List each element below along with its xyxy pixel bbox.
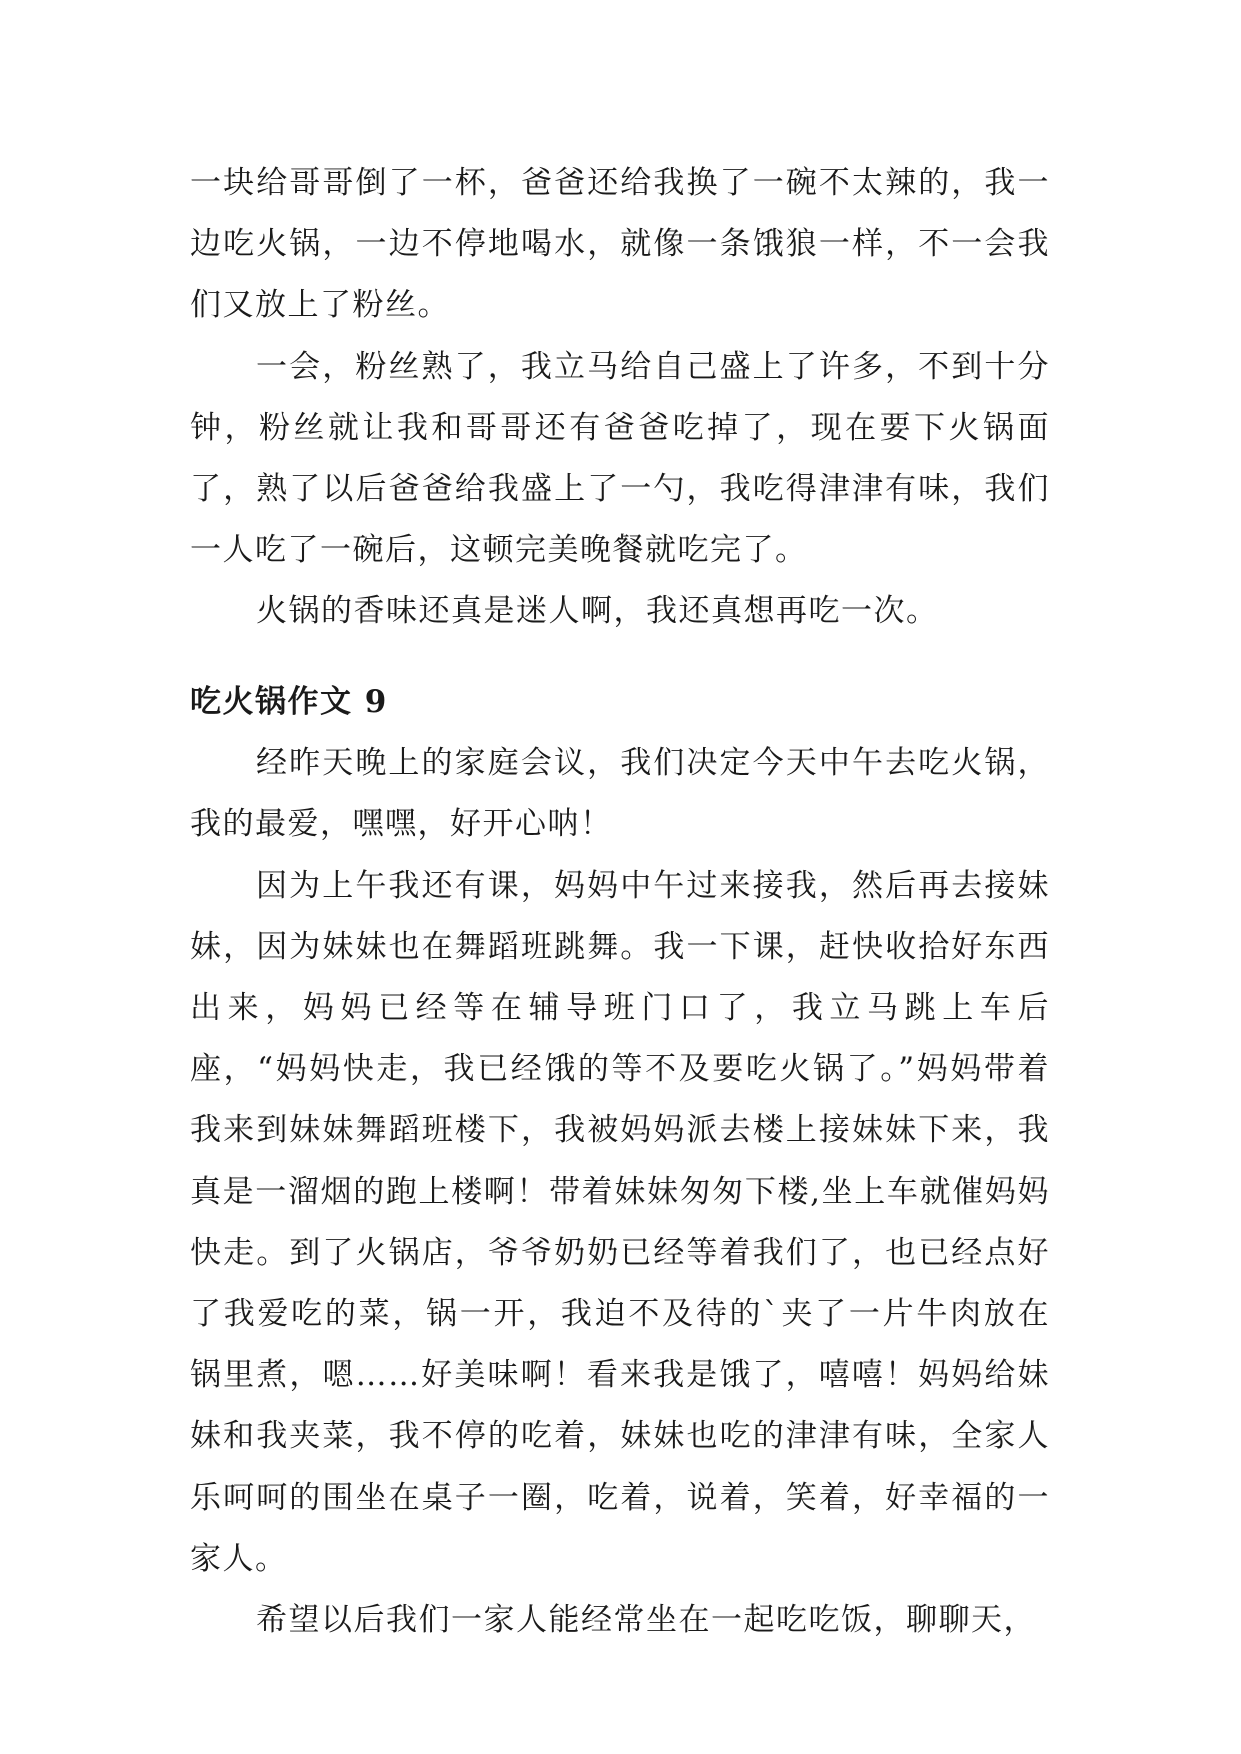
paragraph: 希望以后我们一家人能经常坐在一起吃吃饭，聊聊天， <box>256 1602 1036 1639</box>
essay-continuation <box>190 153 1050 643</box>
essay-9 <box>190 672 1050 1651</box>
paragraph: 火锅的香味还真是迷人啊，我还真想再吃一次。 <box>256 593 939 630</box>
essay-title: 吃火锅作文 9 <box>190 684 388 720</box>
paragraph: 因为上午我还有课，妈妈中午过来接我，然后再去接妹妹，因为妹妹也在舞蹈班跳舞。我一下课，赶快收拾好东西出来，妈妈已经等在辅导班门口了，我立马跳上车后座，“妈妈快走，我已经饿的等不及要吃火锅了。”妈妈带着我来到妹妹舞蹈班楼下，我被妈妈派去楼上接妹妹下来，我真是一溜烟的跑上楼啊！带着妹妹匆匆下楼,坐上车就催妈妈快走。到了火锅店，爷爷奶奶已经等着我们了，也已经点好了我爱吃的菜，锅一开，我迫不及待的`夹了一片牛肉放在锅里煮，嗯……好美味啊！看来我是饿了，嘻嘻！妈妈给妹妹和我夹菜，我不停的吃着，妹妹也吃的津津有味，全家人乐呵呵的围坐在桌子一圈，吃着，说着，笑着，好幸福的一家人。 <box>190 867 1050 1577</box>
paragraph: 经昨天晚上的家庭会议，我们决定今天中午去吃火锅，我的最爱，嘿嘿，好开心呐！ <box>190 745 1050 843</box>
paragraph: 一块给哥哥倒了一杯，爸爸还给我换了一碗不太辣的，我一边吃火锅，一边不停地喝水，就像一条饿狼一样，不一会我们又放上了粉丝。 <box>190 165 1050 324</box>
paragraph: 一会，粉丝熟了，我立马给自己盛上了许多，不到十分钟，粉丝就让我和哥哥还有爸爸吃掉了，现在要下火锅面了，熟了以后爸爸给我盛上了一勺，我吃得津津有味，我们一人吃了一碗后，这顿完美晚餐就吃完了。 <box>190 348 1050 569</box>
